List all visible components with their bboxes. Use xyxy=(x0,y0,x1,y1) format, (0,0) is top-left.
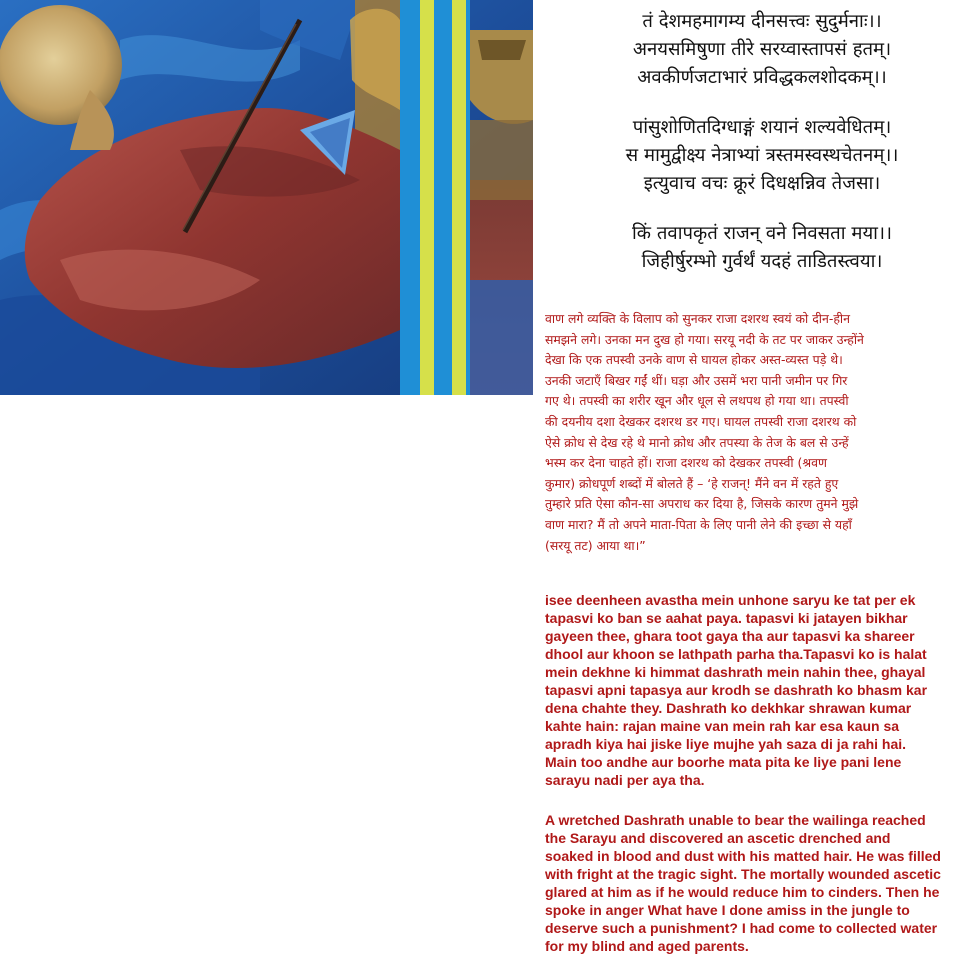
hindi-translation xyxy=(545,309,973,556)
hindi-line: (सरयू तट) आया था।” xyxy=(545,537,646,553)
hindi-line: गए थे। तपस्वी का शरीर खून और धूल से लथपथ हो गया था। तपस्वी xyxy=(545,393,849,409)
verse-stanza xyxy=(552,114,972,198)
romanized-line: dena chahte they. Dashrath ko dekhkar shrawan kumar xyxy=(545,700,912,716)
verse-stanza xyxy=(552,220,972,276)
romanized-line: gayeen thee, ghara toot gaya tha aur tapasvi ka shareer xyxy=(545,628,915,644)
verse-line: पांसुशोणितदिग्धाङ्गं शयानं शल्यवेधितम्। xyxy=(632,117,892,138)
verse-line: अनयसमिषुणा तीरे सरय्वास्तापसं हतम्। xyxy=(632,39,892,60)
english-line: deserve such a punishment? I had come to collected water xyxy=(545,920,938,936)
hindi-line: ऐसे क्रोध से देख रहे थे मानो क्रोध और तपस्या के तेज के बल से उन्हें xyxy=(545,434,849,450)
romanized-line: tapasvi ko ban se aahat paya. tapasvi ki jatayen bikhar xyxy=(545,610,908,626)
hindi-line: देखा कि एक तपस्वी उनके वाण से घायल होकर अस्त-व्यस्त पड़े थे। xyxy=(545,352,843,368)
stripe-yellow xyxy=(420,0,434,395)
right-gold-area xyxy=(470,120,533,200)
hindi-line: भस्म कर देना चाहते हों। राजा दशरथ को देखकर तपस्वी (श्रवण xyxy=(545,455,827,471)
hindi-line: समझने लगे। उनका मन दुख हो गया। सरयू नदी के तट पर जाकर उन्होंने xyxy=(545,331,864,347)
romanized-paragraph xyxy=(545,591,973,789)
hindi-line: की दयनीय दशा देखकर दशरथ डर गए। घायल तपस्वी राजा दशरथ को xyxy=(545,413,857,429)
english-line: A wretched Dashrath unable to bear the wailinga reached xyxy=(545,812,926,828)
romanized-line: apradh kiya hai jiske liye mujhe yah saza di ja rahi hai. xyxy=(545,736,907,752)
verse-line: अवकीर्णजटाभारं प्रविद्धकलशोदकम्।। xyxy=(637,67,887,88)
romanized-line: tapasvi apni tapasya aur krodh se dashrath ko bhasm kar xyxy=(545,682,928,698)
english-line: for my blind and aged parents. xyxy=(545,938,749,954)
stripe-blue xyxy=(400,0,422,395)
english-line: with fright at the tragic sight. The mortally wounded ascetic xyxy=(545,866,941,882)
verse-line: किं तवापकृतं राजन् वने निवसता मया।। xyxy=(632,223,892,244)
verse-line: इत्युवाच वचः क्रूरं दिधक्षन्निव तेजसा। xyxy=(643,173,881,194)
verse-line: जिहीर्षुरम्भो गुर्वर्थं यदहं ताडितस्त्वया। xyxy=(641,251,883,272)
verse-stanza xyxy=(552,8,972,92)
hindi-line: वाण मारा? मैं तो अपने माता-पिता के लिए पानी लेने की इच्छा से यहाँ xyxy=(545,516,852,532)
english-paragraph xyxy=(545,811,973,955)
english-line: the Sarayu and discovered an ascetic drenched and xyxy=(545,830,891,846)
romanized-line: Main too andhe aur boorhe mata pita ke liye pani lene xyxy=(545,754,902,770)
english-line: glared at him as if he would reduce him to cinders. Then he xyxy=(545,884,940,900)
romanized-line: dhool aur khoon se lathpath parha tha.Tapasvi ko is halat xyxy=(545,646,927,662)
hindi-line: कुमार) क्रोधपूर्ण शब्दों में बोलते हैं – ‘हे राजन्! मैंने वन में रहते हुए xyxy=(545,475,839,491)
right-blue-area xyxy=(470,280,533,395)
sanskrit-verses xyxy=(552,8,972,298)
verse-line: स मामुद्वीक्ष्य नेत्राभ्यां त्रस्तमस्वस्थचेतनम्।। xyxy=(625,145,899,166)
painting xyxy=(0,0,533,395)
romanized-line: mein dekhne ki himmat dashrath mein nahin thee, ghayal xyxy=(545,664,926,680)
stripe-yellow xyxy=(452,0,468,395)
verse-line: तं देशमहमागम्य दीनसत्त्वः सुदुर्मनाः।। xyxy=(642,11,882,32)
hindi-line: तुम्हारे प्रति ऐसा कौन-सा अपराध कर दिया है, जिसके कारण तुमने मुझे xyxy=(545,496,859,512)
romanized-line: isee deenheen avastha mein unhone saryu ke tat per ek xyxy=(545,592,916,608)
romanized-line: sarayu nadi per aya tha. xyxy=(545,772,705,788)
hindi-line: उनकी जटाएँ बिखर गईं थीं। घड़ा और उसमें भरा पानी जमीन पर गिर xyxy=(545,372,848,388)
english-line: soaked in blood and dust with his matted hair. He was filled xyxy=(545,848,941,864)
hindi-line: वाण लगे व्यक्ति के विलाप को सुनकर राजा दशरथ स्वयं को दीन-हीन xyxy=(545,311,851,326)
romanized-line: kahte hain: rajan maine van mein rah kar esa kaun sa xyxy=(545,718,900,734)
stripe-blue xyxy=(466,0,470,395)
vessel-neck xyxy=(478,40,526,60)
english-line: spoke in anger What have I done amiss in the jungle to xyxy=(545,902,910,918)
stripe-blue xyxy=(434,0,454,395)
